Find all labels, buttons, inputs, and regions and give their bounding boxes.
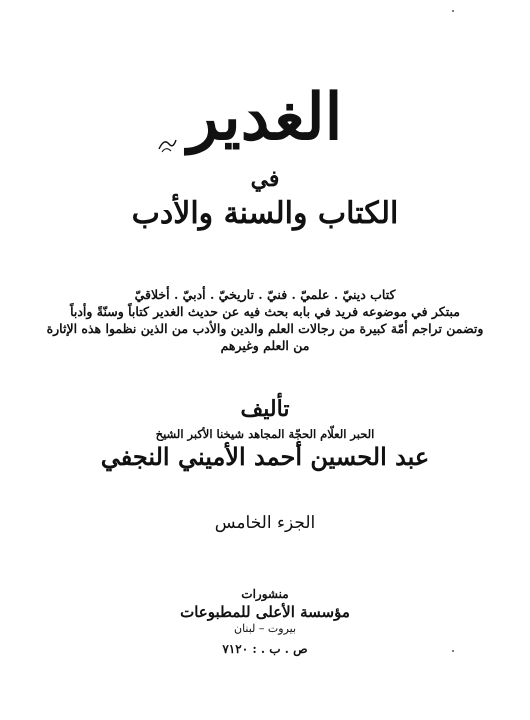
- publisher-label: منشورات: [241, 587, 289, 601]
- po-box: ص . ب . : ٧١٢٠: [222, 642, 308, 656]
- publisher-name: مؤسسة الأعلى للمطبوعات: [180, 603, 350, 621]
- book-title: الغدير: [187, 80, 343, 155]
- authorship-label: تأليف: [240, 396, 290, 422]
- description-line: وتضمن تراجم أمّة كبيرة من رجالات العلم والدين والأدب من الذين نظموا هذه الإثارة: [46, 321, 484, 336]
- description-line: من العلم وغيرهم: [220, 338, 310, 353]
- ornament-icon: [156, 134, 178, 156]
- book-subtitle: الكتاب والسنة والأدب: [131, 196, 399, 231]
- print-speck: [452, 10, 454, 12]
- print-speck: [452, 650, 454, 652]
- author-epithet: الحبر العلّام الحجّة المجاهد شيخنا الأكبر الشيخ: [155, 427, 375, 441]
- title-connector: في: [250, 166, 280, 192]
- description-line: كتاب دينيّ . علميّ . فنيّ . تاريخيّ . أدبيّ . أخلاقيّ: [134, 287, 396, 302]
- description-line: مبتكر في موضوعه فريد في بابه بحث فيه عن حديث الغدير كتاباً وسنّةً وأدباً: [70, 304, 460, 319]
- author-name: عبد الحسين أحمد الأميني النجفي: [100, 442, 430, 471]
- publisher-place: بيروت – لبنان: [233, 622, 297, 635]
- volume-label: الجزء الخامس: [214, 513, 316, 533]
